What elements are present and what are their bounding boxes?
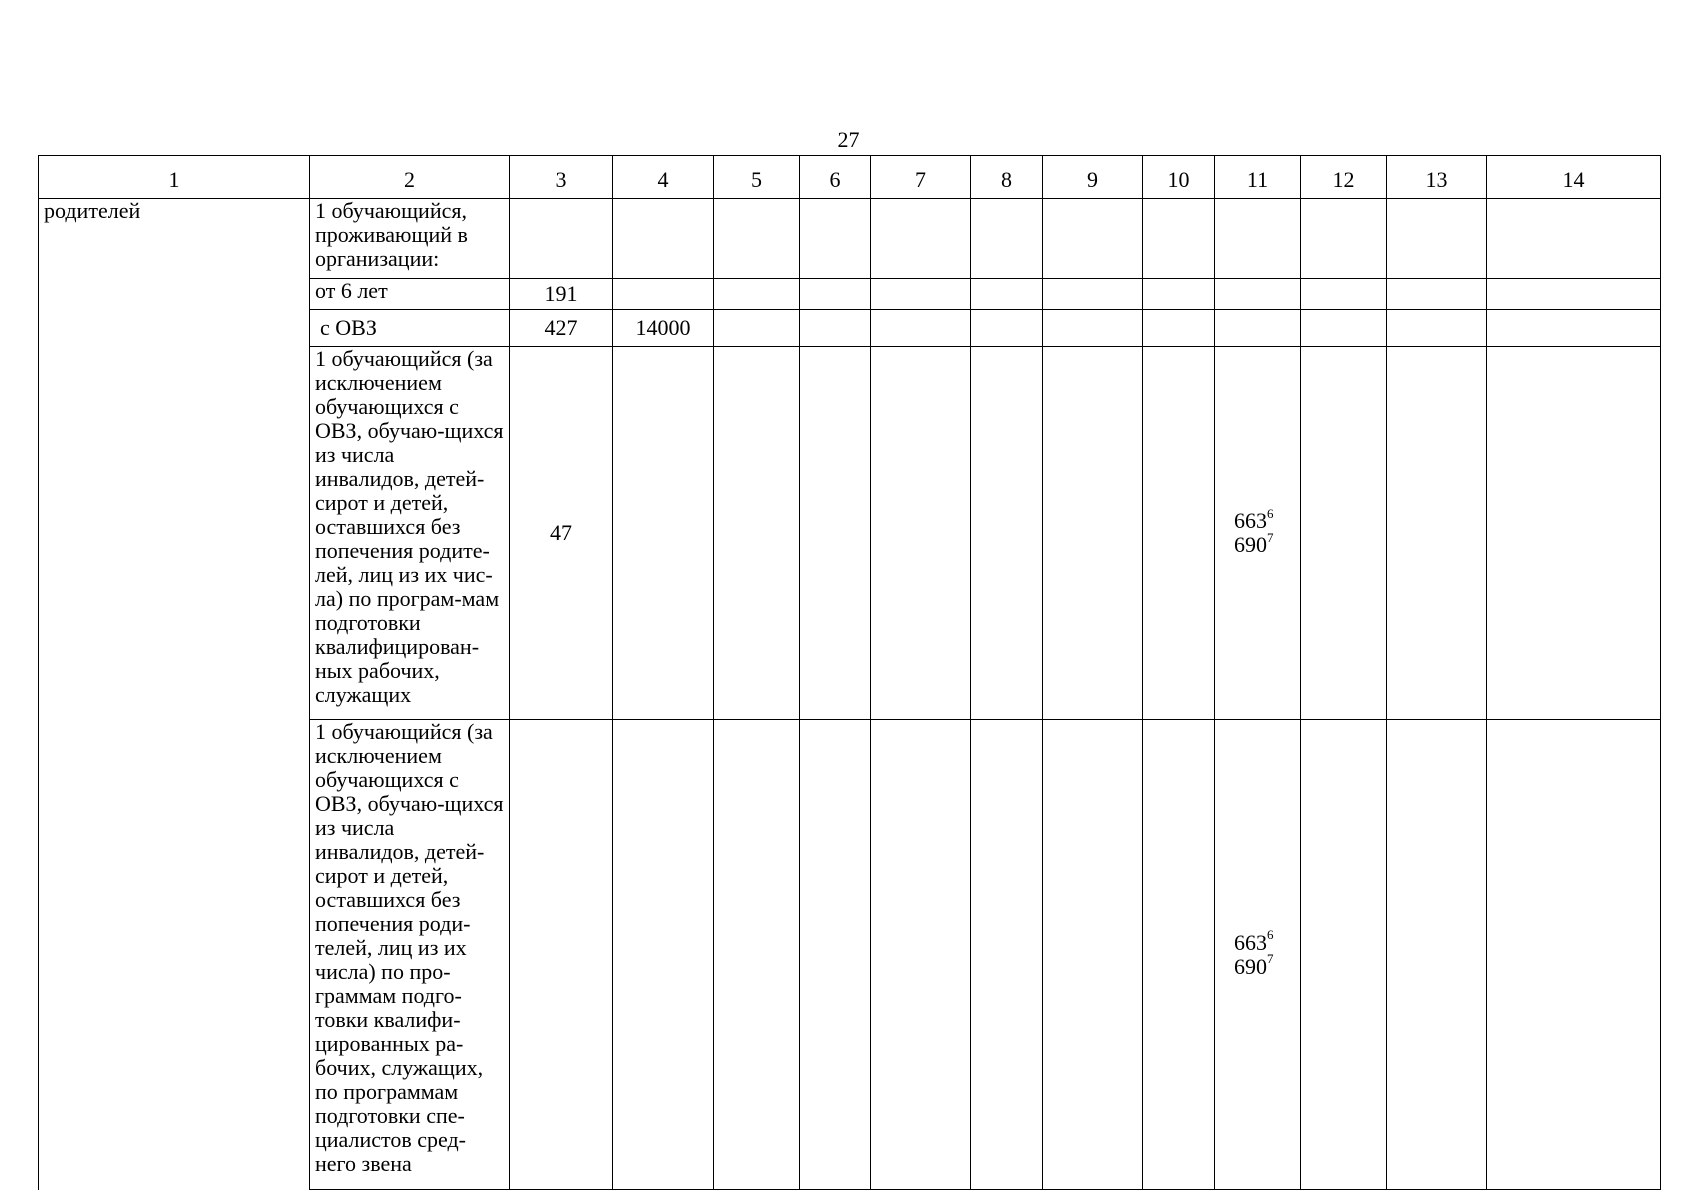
header-cell: 5 bbox=[714, 156, 800, 199]
cell-col4: 14000 bbox=[613, 310, 714, 347]
data-table bbox=[38, 155, 1661, 1190]
cell-col4 bbox=[613, 347, 714, 720]
cell-col3 bbox=[510, 199, 613, 279]
cell-col11: $663^6$ $690^7$ bbox=[1215, 347, 1301, 720]
cell-col3: 427 bbox=[510, 310, 613, 347]
row-label: 1 обучающийся, проживающий в организации: bbox=[310, 199, 510, 279]
row-label: с ОВЗ bbox=[310, 310, 510, 347]
header-cell: 2 bbox=[310, 156, 510, 199]
header-cell: 11 bbox=[1215, 156, 1301, 199]
page-number: 27 bbox=[837, 127, 860, 152]
header-cell: 12 bbox=[1301, 156, 1387, 199]
cell-col11: $663^6$ $690^7$ bbox=[1215, 720, 1301, 1190]
header-cell: 7 bbox=[871, 156, 971, 199]
cell-col4 bbox=[613, 279, 714, 310]
header-cell: 1 bbox=[39, 156, 310, 199]
header-cell: 10 bbox=[1143, 156, 1215, 199]
cell-col3: 47 bbox=[510, 347, 613, 720]
header-cell: 8 bbox=[971, 156, 1043, 199]
row-label: 1 обучающийся (за исключением обучающихся с ОВЗ, обучаю-щихся из числа инвалидов, детей-сирот и детей, оставшихся без попечения роди-телей, лиц из их числа) по про-граммам подго-товки квалифи-цированных ра-бочих, служащих, по программам подготовки спе-циалистов сред-него звена bbox=[310, 720, 510, 1190]
header-cell: 9 bbox=[1043, 156, 1143, 199]
row-label: 1 обучающийся (за исключением обучающихся с ОВЗ, обучаю-щихся из числа инвалидов, детей-сирот и детей, оставшихся без попечения родите-лей, лиц из их чис-ла) по програм-мам подготовки квалифицирован-ных рабочих, служащих bbox=[310, 347, 510, 720]
header-cell: 14 bbox=[1487, 156, 1661, 199]
header-cell: 6 bbox=[800, 156, 871, 199]
header-row bbox=[39, 156, 1661, 199]
cell-col4 bbox=[613, 199, 714, 279]
cell-col3: 191 bbox=[510, 279, 613, 310]
table-row bbox=[39, 199, 1661, 279]
header-cell: 3 bbox=[510, 156, 613, 199]
cell-col4 bbox=[613, 720, 714, 1190]
category-cell: родителей bbox=[39, 199, 310, 1190]
header-cell: 13 bbox=[1387, 156, 1487, 199]
header-cell: 4 bbox=[613, 156, 714, 199]
cell-col3 bbox=[510, 720, 613, 1190]
row-label: от 6 лет bbox=[310, 279, 510, 310]
